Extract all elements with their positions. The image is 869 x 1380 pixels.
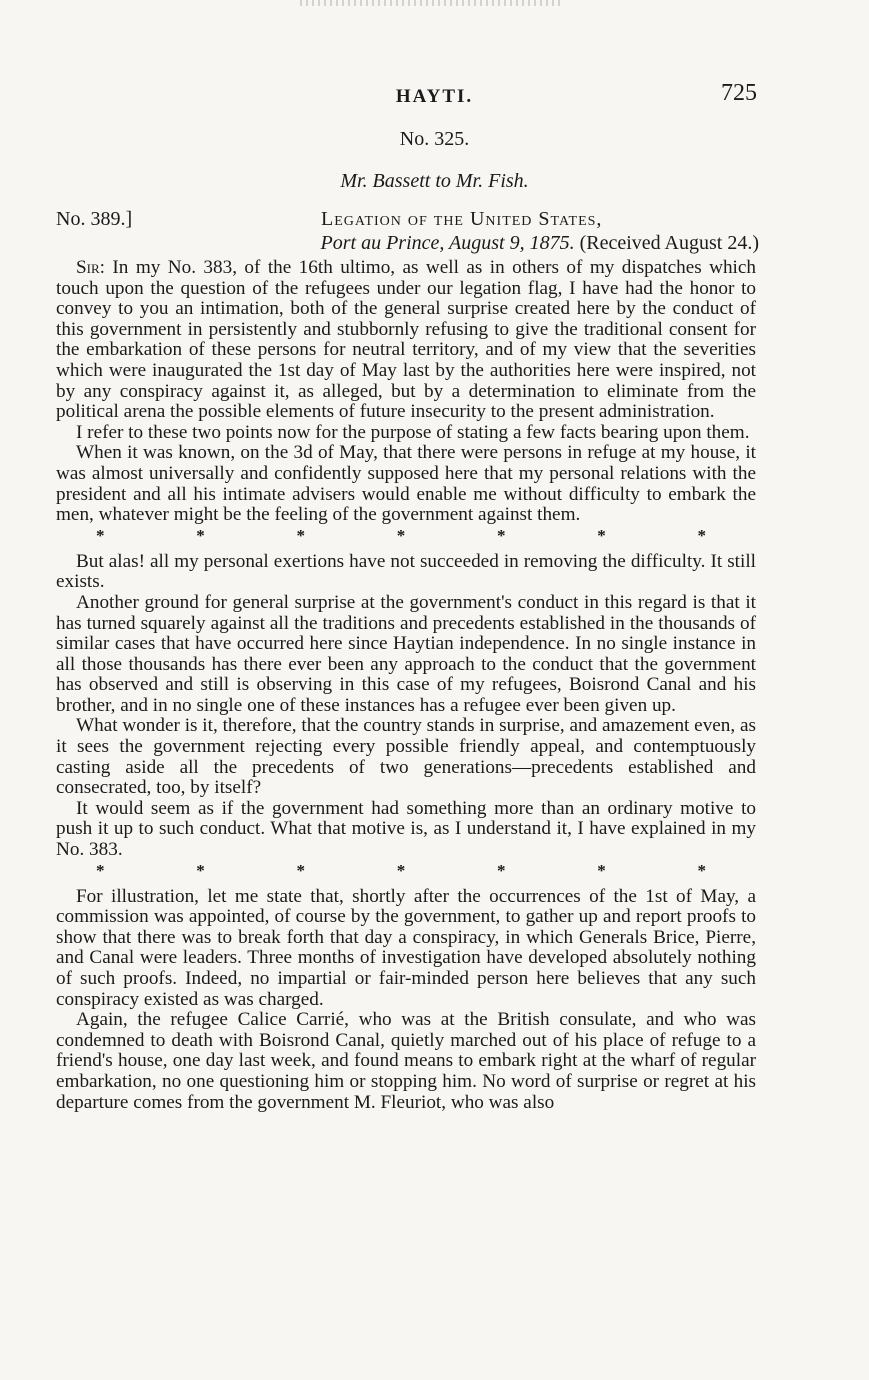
separator-star: * — [597, 525, 606, 545]
letter-body — [56, 258, 756, 1113]
separator-star: * — [296, 860, 305, 880]
salutation: Sir — [76, 257, 100, 278]
document-heading: Mr. Bassett to Mr. Fish. — [340, 170, 529, 192]
paragraph: Again, the refugee Calice Carrié, who was at the British consulate, and who was condemned to death with Boisrond Canal, quietly marched out of his place of refuge to a friend's house, one day last week, and found means to embark right at the wharf of regular embarkation, no one questioning him or stopping him. No word of surprise or regret at his departure comes from the government M. Fleuriot, who was also — [56, 1009, 756, 1113]
dispatch-line — [56, 208, 759, 234]
separator-star: * — [697, 525, 706, 545]
dispatch-location-date: Port au Prince, August 9, 1875. — [320, 232, 575, 254]
paragraph: For illustration, let me state that, shortly after the occurrences of the 1st of May, a commission was appointed, of course by the government, to gather up and report proofs to show that there was to break forth that day a conspiracy, in which Generals Brice, Pierre, and Canal were leaders. Three months of investigation have developed absolutely nothing of such proofs. Indeed, no impartial or fair-minded person here believes that any such conspiracy existed as was charged. — [56, 885, 756, 1010]
separator-star: * — [597, 860, 606, 880]
dispatch-date — [56, 232, 759, 255]
dispatch-place: Legation of the United States, — [321, 208, 603, 230]
paragraph: When it was known, on the 3d of May, that there were persons in refuge at my house, it was almost universally and confidently supposed here that my personal relations with the president and all his intimate advisers would enable me without difficulty to embark the men, whatever might be the feeling of the government against them. — [56, 442, 756, 526]
separator-star: * — [396, 525, 406, 545]
paragraph-text: : In my No. 383, of the 16th ultimo, as well as in others of my dispatches which touch upon the question of the refugees under our legation flag, I have had the honor to convey to you an intimation, both of the general surprise created here by the conduct of this government in persistently and stubbornly refusing to give the traditional consent for the embarkation of these persons for neutral territory, and of my view that the severities which were inaugurated the 1st day of May last by the authorities here were inspired, not by any conspiracy against it, as alleged, but by a determination to eliminate from the political arena the possible elements of future insecurity to the present administration. — [56, 257, 756, 423]
dispatch-received: (Received August 24.) — [579, 232, 759, 254]
separator-star: * — [296, 525, 305, 545]
separator-star: * — [697, 860, 706, 880]
separator-star: * — [96, 525, 105, 545]
separator-star: * — [196, 525, 205, 545]
paragraph: I refer to these two points now for the purpose of stating a few facts bearing upon them. — [76, 421, 750, 443]
paragraph: It would seem as if the government had something more than an ordinary motive to push it up to such conduct. What that motive is, as I understand it, I have explained in my No. 383. — [56, 797, 756, 861]
paragraph: What wonder is it, therefore, that the country stands in surprise, and amazement even, as it sees the government rejecting every possible friendly appeal, and contemptuously casting aside all the precedents of two generations—precedents established and consecrated, too, by itself? — [56, 715, 756, 799]
page-number: 725 — [721, 80, 757, 106]
separator-star: * — [497, 525, 506, 545]
dispatch-number: No. 389.] — [56, 208, 133, 230]
separator-star: * — [96, 860, 105, 880]
scan-artifact — [300, 0, 560, 6]
running-header — [0, 80, 869, 110]
separator-star: * — [396, 860, 406, 880]
running-title: HAYTI. — [395, 86, 474, 107]
paragraph: Another ground for general surprise at the government's conduct in this regard is that it has turned squarely against all the traditions and precedents established in the thousands of similar cases that have occurred here since Haytian independence. In no single instance in all those thousands has there ever been any approach to the conduct that the government has observed and still is observing in this case of my refugees, Boisrond Canal and his brother, and in no single one of these instances has a refugee ever been given up. — [56, 591, 756, 716]
document-number: No. 325. — [399, 128, 470, 150]
separator-star: * — [497, 860, 506, 880]
section-separator — [56, 861, 756, 881]
paragraph — [56, 258, 756, 423]
paragraph: But alas! all my personal exertions have not succeeded in removing the difficulty. It still exists. — [56, 550, 756, 593]
section-separator — [56, 526, 756, 546]
separator-star: * — [196, 860, 205, 880]
